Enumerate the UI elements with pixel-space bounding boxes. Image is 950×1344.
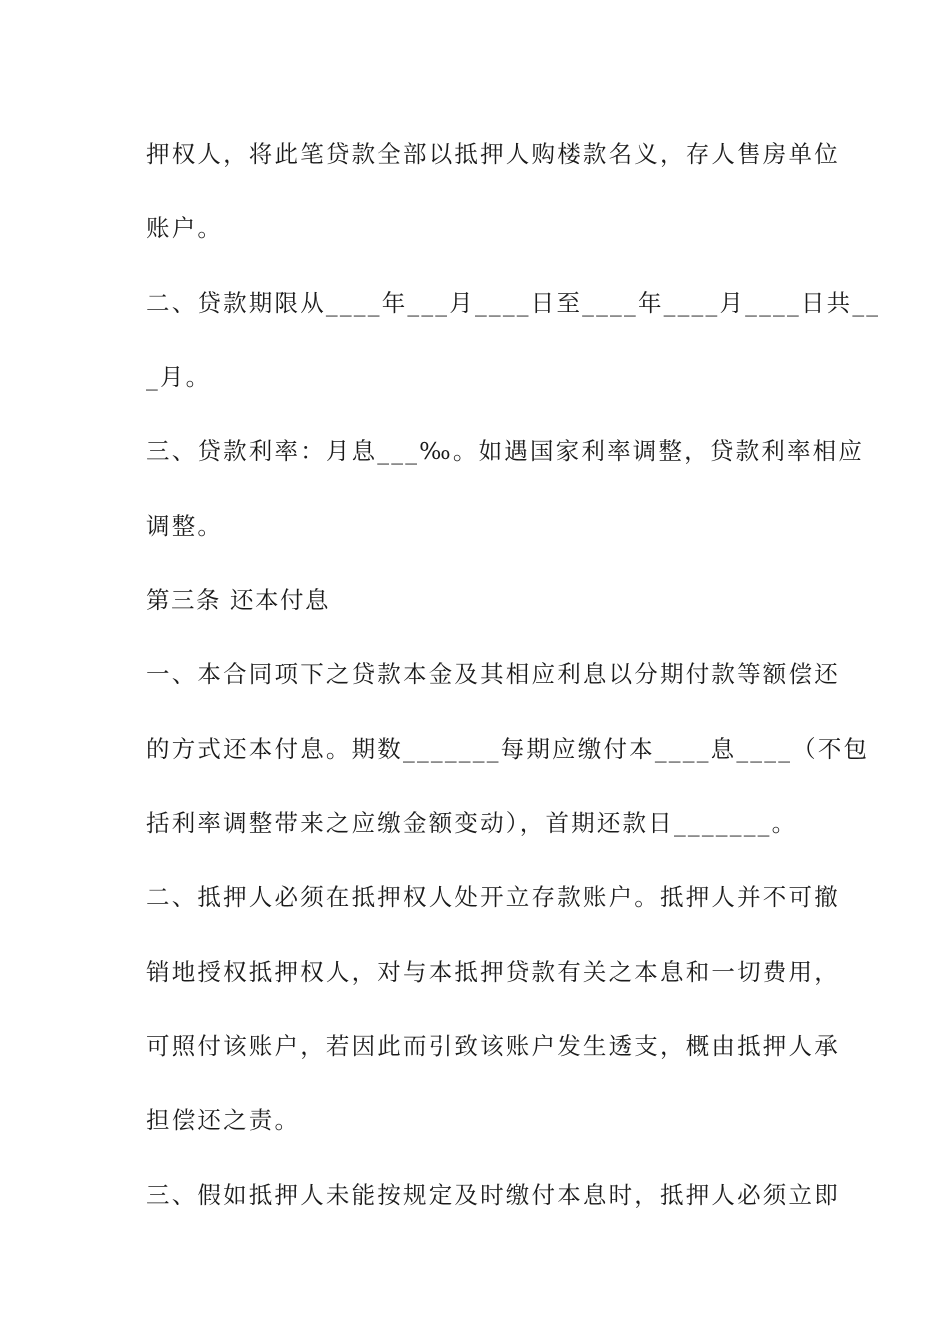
text-line: 三、假如抵押人未能按规定及时缴付本息时，抵押人必须立即 — [146, 1181, 840, 1209]
text-line: 一、本合同项下之贷款本金及其相应利息以分期付款等额偿还 — [146, 660, 840, 688]
text-line: 销地授权抵押权人，对与本抵押贷款有关之本息和一切费用， — [146, 958, 840, 986]
text-line: 的方式还本付息。期数_______每期应缴付本____息____（不包 — [146, 735, 870, 763]
text-line: 账户。 — [146, 214, 224, 242]
text-line: 可照付该账户，若因此而引致该账户发生透支，概由抵押人承 — [146, 1032, 840, 1060]
text-line: 押权人，将此笔贷款全部以抵押人购楼款名义，存人售房单位 — [146, 140, 840, 168]
text-line: _月。 — [146, 363, 212, 391]
text-line: 担偿还之责。 — [146, 1106, 301, 1134]
text-line: 三、贷款利率：月息___‰。如遇国家利率调整，贷款利率相应 — [146, 437, 865, 465]
text-line: 括利率调整带来之应缴金额变动），首期还款日_______。 — [146, 809, 798, 837]
section-heading: 第三条 还本付息 — [146, 586, 330, 614]
text-line: 二、贷款期限从____年___月____日至____年____月____日共__ — [146, 289, 881, 317]
text-line: 二、抵押人必须在抵押权人处开立存款账户。抵押人并不可撤 — [146, 883, 840, 911]
text-line: 调整。 — [146, 512, 224, 540]
